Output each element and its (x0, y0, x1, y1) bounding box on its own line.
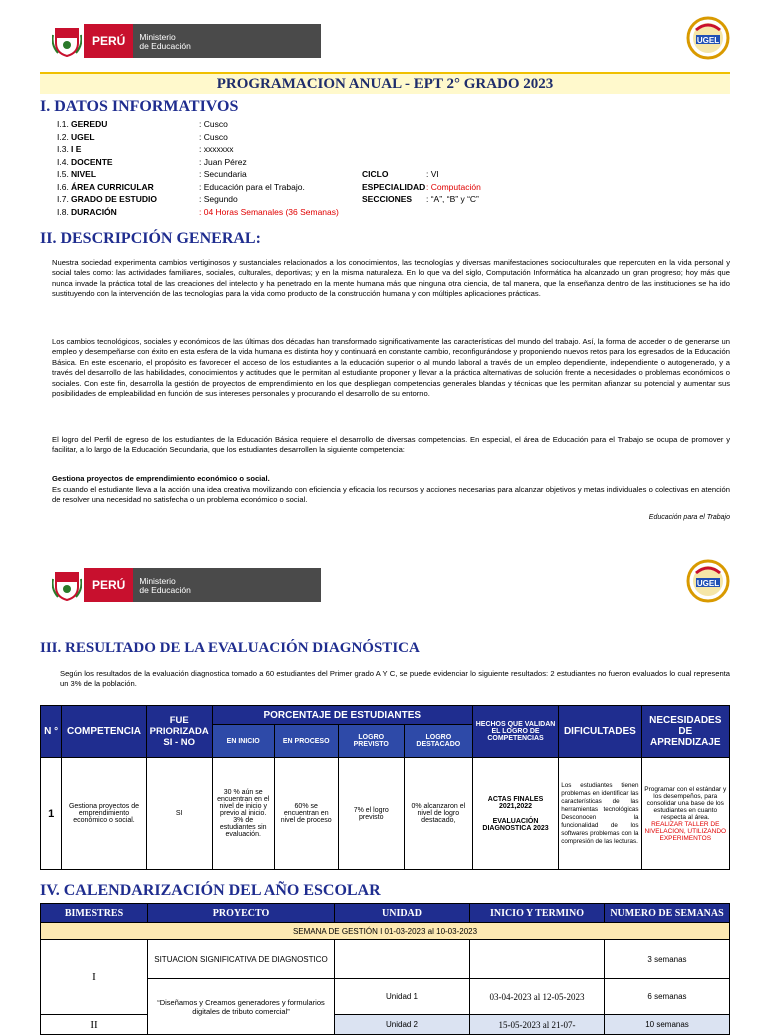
datos-row (57, 118, 228, 130)
datos-key: I E (71, 144, 82, 154)
cell-dificultades: Los estudiantes tienen problemas en identificar las características de las herramientas tecnológicas Desconocen la funcionalidad de los softwares problemas con la compresión de las lecturas. (559, 758, 641, 870)
section-2-heading: II. DESCRIPCIÓN GENERAL: (40, 230, 261, 247)
ugel-logo-icon (686, 16, 730, 60)
table-row (41, 940, 730, 979)
datos-row (57, 156, 247, 168)
svg-text:UGEL: UGEL (696, 36, 720, 45)
peru-coat-of-arms-icon (50, 568, 84, 602)
datos-key: GRADO DE ESTUDIO (71, 194, 157, 204)
cell-previsto: 7% el logro previsto (338, 758, 404, 870)
datos-value: : “A”, “B” y “C” (426, 194, 479, 204)
datos-value: : Educación para el Trabajo. (199, 181, 305, 192)
cell-num: 1 (41, 758, 62, 870)
datos-key: UGEL (71, 131, 95, 142)
calendar-table (40, 903, 730, 1035)
col-header-proceso: EN PROCESO (274, 725, 338, 758)
description-paragraph-1: Nuestra sociedad experimenta cambios vertiginosos y sustanciales relacionados a los conocimientos, las tecnologías y diversas manifestaciones socioculturales que repercuten en la vida personal y social tales como: las actividades familiares, sociales, culturales, deportivas; y en la misma naturaleza. En lo que va del siglo, Computación Informática ha alcanzado un gran progreso; hoy más que nunca invade la práctica total de las creaciones del intelecto y ha penetrado en la mente humana más que ninguna otra ciencia, de tal manera, que la enseñanza dentro de las instituciones se ha ido sustituyendo con la intervención de las tecnologías para la vida como producto de la construcción humana y con múltiples aplicaciones prácticas. (52, 258, 730, 299)
peru-coat-of-arms-icon (50, 24, 84, 58)
cell-semanas: 6 semanas (605, 979, 730, 1015)
cell-necesidades: Programar con el estándar y los desempeños, para consolidar una base de los estudiantes en cuanto respecta al área. REALIZAR TALLER DE NIVELACION, UTILIZANDO EXPERIMENTOS (641, 758, 729, 870)
cell-proceso: 60% se encuentran en nivel de proceso (274, 758, 338, 870)
datos-value: : Cusco (199, 131, 228, 142)
datos-key: ESPECIALIDAD (362, 181, 426, 192)
datos-right-row (362, 193, 479, 205)
datos-value: : xxxxxxx (199, 144, 234, 154)
datos-row (57, 193, 238, 205)
source-note: Educación para el Trabajo (648, 514, 730, 521)
datos-value: : Computación (426, 181, 481, 192)
cell-bimestre-2: II (41, 1015, 148, 1035)
datos-num: I.4. (57, 156, 69, 167)
datos-key: SECCIONES (362, 194, 413, 204)
datos-key: CICLO (362, 169, 389, 179)
datos-key: GEREDU (71, 119, 108, 129)
col-header-semanas: NUMERO DE SEMANAS (605, 904, 730, 923)
diagnostic-intro: Según los resultados de la evaluación diagnostica tomado a 60 estudiantes del Primer grado A Y C, se puede evidenciar lo siguiente resultados: 2 estudiantes no fueron evaluados lo cual representa un 3% de la población. (60, 669, 730, 689)
section-4-heading: IV. CALENDARIZACIÓN DEL AÑO ESCOLAR (40, 882, 381, 899)
gestion-week-row: SEMANA DE GESTIÓN I 01-03-2023 al 10-03-2023 (41, 923, 730, 940)
col-header-previsto: LOGRO PREVISTO (338, 725, 404, 758)
col-header-competencia: COMPETENCIA (62, 706, 146, 758)
col-header-porcentaje: PORCENTAJE DE ESTUDIANTES (212, 706, 472, 725)
col-header-proyecto: PROYECTO (148, 904, 335, 923)
col-header-inicio: EN INICIO (212, 725, 274, 758)
datos-value: : 04 Horas Semanales (36 Semanas) (199, 206, 339, 217)
cell-semanas: 10 semanas (605, 1015, 730, 1035)
section-1-heading: I. DATOS INFORMATIVOS (40, 98, 239, 115)
cell-unidad: Unidad 1 (335, 979, 470, 1015)
table-row (41, 1015, 730, 1035)
datos-num: I.6. (57, 181, 69, 192)
datos-num: I.2. (57, 131, 69, 142)
datos-value: : VI (426, 169, 439, 179)
cell-proyecto-diag: SITUACION SIGNIFICATIVA DE DIAGNOSTICO (148, 940, 335, 979)
description-paragraph-2: Los cambios tecnológicos, sociales y económicos de las últimas dos décadas han transformado significativamente las características del mundo del trabajo. Así, la forma de acceder o de generarse un empleo y desempeñarse con éxito en esta esfera de la vida humana es distinta hoy y continuará en constante cambio, reconfigurándose y proponiendo nuevos retos para los egresados de la Educación Básica. En este escenario, el propósito es favorecer el acceso de los estudiantes a la educación superior o al mundo laboral a través de un empleo dependiente, independiente o autogenerado, y a través del desarrollo de las habilidades, conocimientos y actitudes que le permitan al estudiante proponer y llevar a la práctica alternativas de solución frente a necesidades o problemas económicos o sociales. Con este fin, desarrolla la gestión de proyectos de emprendimiento en los que despliegan competencias generales blandas y técnicas que les permitan afianzar su potencial y aumentar sus posibilidades de empleabilidad en función de sus intereses personales y procurando el desarrollo de su entorno. (52, 337, 730, 399)
competencia-title: Gestiona proyectos de emprendimiento económico o social. (52, 474, 270, 483)
col-header-inicio-termino: INICIO Y TERMINO (470, 904, 605, 923)
datos-num: I.3. (57, 144, 69, 154)
datos-num: I.8. (57, 206, 69, 217)
cell-unidad: Unidad 2 (335, 1015, 470, 1035)
description-paragraph-3: El logro del Perfil de egreso de los estudiantes de la Educación Básica requiere el desarrollo de diversas competencias. En especial, el área de Educación para el Trabajo se ocupa de promover y facilitar, a lo largo de la Educación Secundaria, que los estudiantes desarrollen la siguiente competencia: (52, 435, 730, 455)
col-header-num: N ° (41, 706, 62, 758)
col-header-necesidades: NECESIDADES DE APRENDIZAJE (641, 706, 729, 758)
datos-right-row (362, 168, 439, 180)
datos-key: DURACIÓN (71, 206, 117, 217)
minedu-header (50, 24, 321, 58)
datos-num: I.5. (57, 169, 69, 179)
ministerio-label: Ministerio de Educación (133, 568, 321, 602)
col-header-destacado: LOGRO DESTACADO (404, 725, 472, 758)
col-header-dificultades: DIFICULTADES (559, 706, 641, 758)
ugel-logo-icon (686, 559, 730, 603)
datos-value: : Secundaria (199, 169, 247, 179)
datos-right-row (362, 181, 481, 193)
diagnostic-table (40, 705, 730, 870)
datos-row (57, 181, 305, 193)
datos-row (57, 131, 228, 143)
datos-row (57, 168, 247, 180)
datos-key: ÁREA CURRICULAR (71, 181, 154, 192)
cell-semanas: 3 semanas (605, 940, 730, 979)
datos-value: : Segundo (199, 194, 238, 204)
datos-num: I.1. (57, 119, 69, 129)
col-header-unidad: UNIDAD (335, 904, 470, 923)
datos-value: : Juan Pérez (199, 156, 247, 167)
svg-text:UGEL: UGEL (696, 579, 720, 588)
cell-hechos: ACTAS FINALES 2021,2022 EVALUACIÓN DIAGNOSTICA 2023 (472, 758, 558, 870)
peru-label: PERÚ (84, 568, 133, 602)
cell-proyecto-1: “Diseñamos y Creamos generadores y formularios digitales de tributo comercial” (148, 979, 335, 1035)
datos-key: NIVEL (71, 169, 97, 179)
datos-key: DOCENTE (71, 156, 113, 167)
col-header-bimestres: BIMESTRES (41, 904, 148, 923)
cell-unidad (335, 940, 470, 979)
cell-competencia: Gestiona proyectos de emprendimiento económico o social. (62, 758, 146, 870)
datos-num: I.7. (57, 194, 69, 204)
description-paragraph-4: Es cuando el estudiante lleva a la acción una idea creativa movilizando con eficiencia y eficacia los recursos y acciones necesarias para alcanzar objetivos y metas individuales o colectivas en atención de resolver una necesidad no satisfecha o un problema económico o social. (52, 485, 730, 505)
minedu-header-2 (50, 568, 321, 602)
cell-priorizada: SI (146, 758, 212, 870)
col-header-priorizada: FUE PRIORIZADA SI - NO (146, 706, 212, 758)
cell-destacado: 0% alcanzaron el nivel de logro destacado, (404, 758, 472, 870)
section-3-heading: III. RESULTADO DE LA EVALUACIÓN DIAGNÓSTICA (40, 640, 420, 656)
cell-bimestre-1: I (41, 940, 148, 1015)
col-header-hechos: HECHOS QUE VALIDAN EL LOGRO DE COMPETENCIAS (472, 706, 558, 758)
cell-inicio: 30 % aún se encuentran en el nivel de inicio y previo al inicio. 3% de estudiantes sin evaluación. (212, 758, 274, 870)
cell-fechas: 03-04-2023 al 12-05-2023 (470, 979, 605, 1015)
ministerio-label: Ministerio de Educación (133, 24, 321, 58)
table-row (41, 758, 730, 870)
cell-fechas: 15-05-2023 al 21-07- (470, 1015, 605, 1035)
datos-row (57, 206, 339, 218)
document-title: PROGRAMACION ANUAL - EPT 2° GRADO 2023 (40, 72, 730, 94)
datos-value: : Cusco (199, 119, 228, 129)
datos-row (57, 143, 233, 155)
peru-label: PERÚ (84, 24, 133, 58)
cell-fechas (470, 940, 605, 979)
